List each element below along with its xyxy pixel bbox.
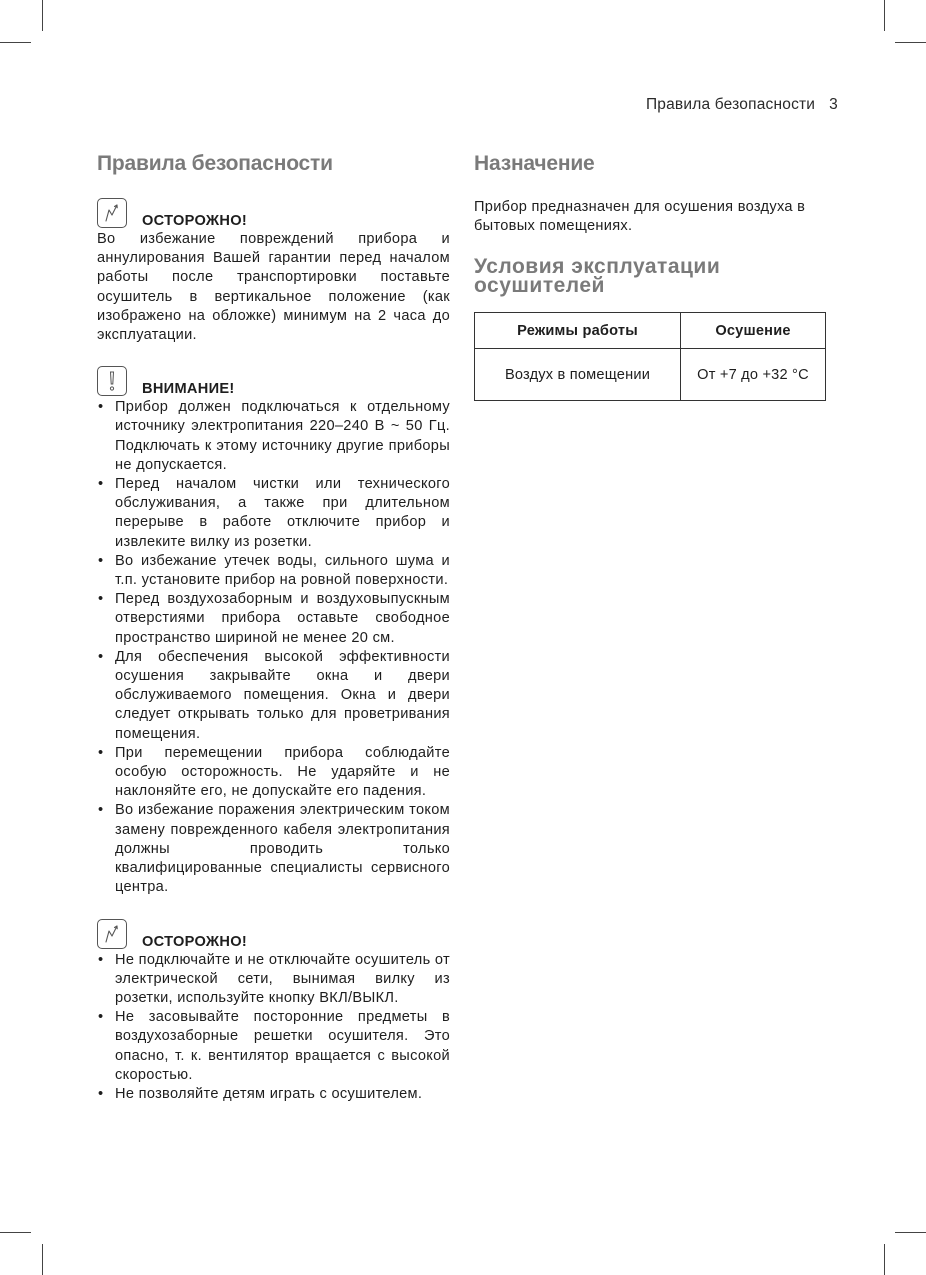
caution-title: ОСТОРОЖНО! xyxy=(142,933,248,950)
caution-list xyxy=(97,951,450,1105)
table-cell: От +7 до +32 °C xyxy=(681,349,826,401)
list-item: • Во избежание утечек воды, сильного шума и т.п. установите прибор на ровной поверхности. xyxy=(97,552,450,590)
list-item: • Для обеспечения высокой эффективности осушения закрывайте окна и двери обслуживаемого помещения. Окна и двери следует открывать только для проветривания помещения. xyxy=(97,648,450,744)
crop-mark xyxy=(884,1244,885,1275)
header-section: Правила безопасности xyxy=(645,96,816,113)
attention-block xyxy=(97,366,450,897)
crop-mark xyxy=(0,42,31,43)
crop-mark xyxy=(895,1232,926,1233)
list-item: • Перед началом чистки или технического обслуживания, а также при длительном перерыве в работе отключите прибор и извлеките вилку из розетки. xyxy=(97,475,450,552)
table-row xyxy=(475,349,826,401)
purpose-title: Назначение xyxy=(474,152,595,175)
caution-text: Во избежание повреждений прибора и аннулирования Вашей гарантии перед началом работы после транспортировки поставьте осушитель в вертикальное положение (как изображено на обложке) минимум на 2 часа до эксплуатации. xyxy=(97,231,450,344)
crop-mark xyxy=(895,42,926,43)
crop-mark xyxy=(42,0,43,31)
left-column xyxy=(97,150,450,1104)
crop-mark xyxy=(884,0,885,31)
list-item: • Прибор должен подключаться к отдельному источнику электропитания 220–240 В ~ 50 Гц. Подключать к этому источнику другие приборы не допускается. xyxy=(97,398,450,475)
safety-title: Правила безопасности xyxy=(97,152,333,175)
operating-conditions-table xyxy=(474,312,826,401)
purpose-text: Прибор предназначен для осушения воздуха в бытовых помещениях. xyxy=(474,199,806,235)
caution-block-1 xyxy=(97,198,450,345)
lightning-icon xyxy=(97,919,127,949)
attention-list xyxy=(97,398,450,897)
lightning-icon xyxy=(97,198,127,228)
caution-block-2 xyxy=(97,919,450,1105)
crop-mark xyxy=(42,1244,43,1275)
list-item: • Не подключайте и не отключайте осушитель от электрической сети, вынимая вилку из розетки, используйте кнопку ВКЛ/ВЫКЛ. xyxy=(97,951,450,1009)
table-header: Осушение xyxy=(681,313,826,349)
list-item: • Перед воздухозаборным и воздуховыпускным отверстиями прибора оставьте свободное пространство шириной не менее 20 см. xyxy=(97,590,450,648)
exclamation-icon xyxy=(97,366,127,396)
right-column xyxy=(474,150,827,401)
conditions-title-line-2: осушителей xyxy=(474,274,605,298)
caution-title: ОСТОРОЖНО! xyxy=(142,213,248,229)
conditions-title xyxy=(474,255,827,298)
list-item: • При перемещении прибора соблюдайте особую осторожность. Не ударяйте и не наклоняйте его, не допускайте его падения. xyxy=(97,744,450,802)
table-header-row xyxy=(475,313,826,349)
list-item: • Во избежание поражения электрическим током замену поврежденного кабеля электропитания должны проводить только квалифицированные специалисты сервисного центра. xyxy=(97,801,450,897)
table-cell: Воздух в помещении xyxy=(475,349,681,401)
running-header xyxy=(646,96,838,114)
attention-title: ВНИМАНИЕ! xyxy=(142,381,235,398)
table-header: Режимы работы xyxy=(475,313,681,349)
page-number: 3 xyxy=(829,96,838,113)
list-item: • Не засовывайте посторонние предметы в воздухозаборные решетки осушителя. Это опасно, т. к. вентилятор вращается с высокой скоростью. xyxy=(97,1008,450,1085)
conditions-title-line-1: Условия эксплуатации xyxy=(474,255,721,279)
list-item: • Не позволяйте детям играть с осушителем. xyxy=(97,1085,450,1104)
crop-mark xyxy=(0,1232,31,1233)
